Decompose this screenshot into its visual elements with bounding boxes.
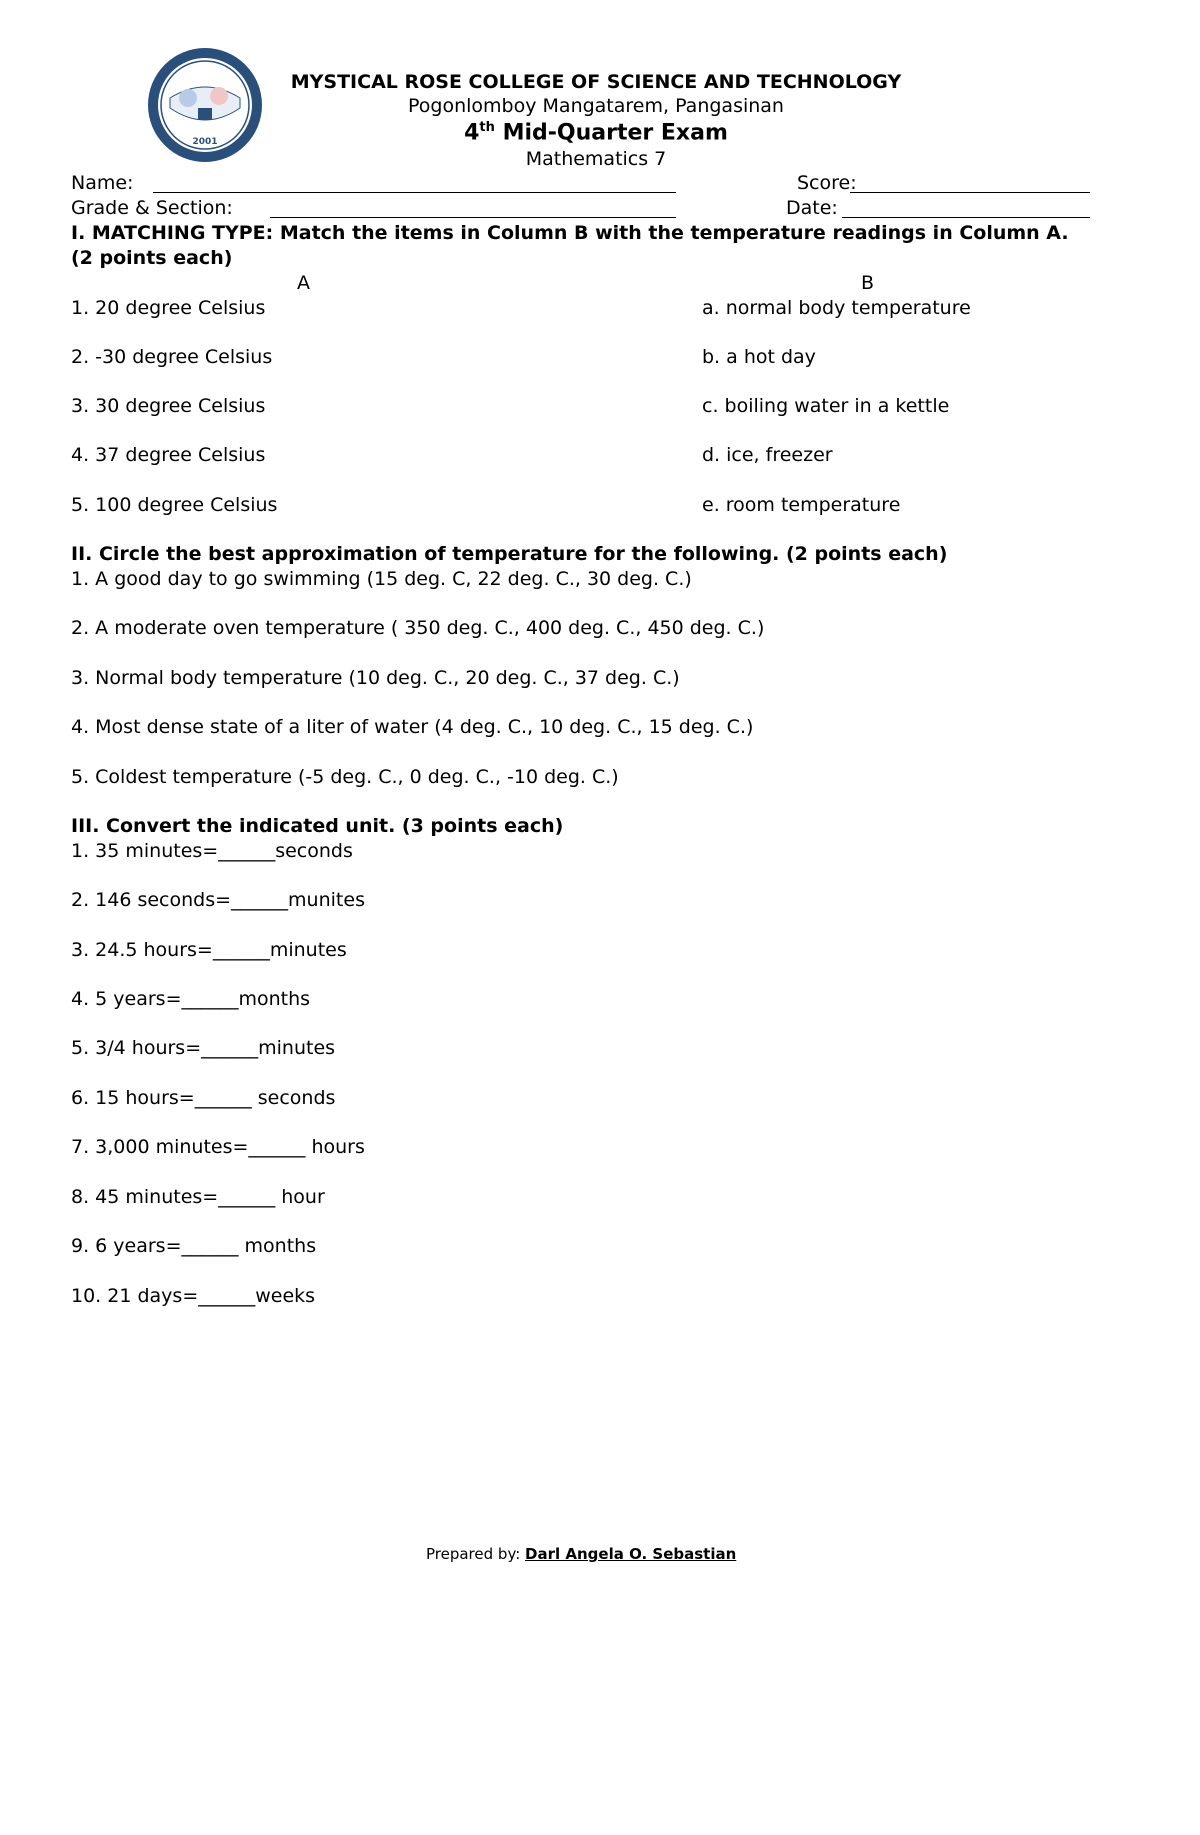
school-address: Pogonlomboy Mangatarem, Pangasinan bbox=[408, 95, 784, 117]
date-label: Date: bbox=[786, 197, 838, 219]
name-label: Name: bbox=[71, 172, 134, 194]
part2-heading: II. Circle the best approximation of temperature for the following. (2 points each) bbox=[71, 543, 948, 565]
column-a-item: 4. 37 degree Celsius bbox=[71, 444, 266, 466]
part2-item: 3. Normal body temperature (10 deg. C., 20 deg. C., 37 deg. C.) bbox=[71, 667, 680, 689]
seal-year: 2001 bbox=[192, 137, 218, 147]
column-a-item: 3. 30 degree Celsius bbox=[71, 395, 266, 417]
part3-item: 7. 3,000 minutes=______ hours bbox=[71, 1136, 365, 1158]
score-label: Score: bbox=[797, 172, 857, 194]
column-b-item: b. a hot day bbox=[702, 346, 816, 368]
part3-item: 5. 3/4 hours=______minutes bbox=[71, 1037, 336, 1059]
part3-item: 8. 45 minutes=______ hour bbox=[71, 1186, 325, 1208]
name-field-line[interactable] bbox=[153, 192, 676, 193]
part2-item: 5. Coldest temperature (-5 deg. C., 0 deg. C., -10 deg. C.) bbox=[71, 766, 619, 788]
exam-title-rest: Mid-Quarter Exam bbox=[494, 120, 728, 146]
score-field-line[interactable] bbox=[850, 192, 1090, 193]
part3-item: 2. 146 seconds=______munites bbox=[71, 889, 365, 911]
part3-item: 3. 24.5 hours=______minutes bbox=[71, 939, 347, 961]
column-a-item: 1. 20 degree Celsius bbox=[71, 297, 266, 319]
column-a-item: 2. -30 degree Celsius bbox=[71, 346, 273, 368]
column-b-item: a. normal body temperature bbox=[702, 297, 971, 319]
part3-item: 4. 5 years=______months bbox=[71, 988, 311, 1010]
subject: Mathematics 7 bbox=[525, 148, 667, 170]
grade-section-field-line[interactable] bbox=[270, 217, 676, 218]
column-b-item: d. ice, freezer bbox=[702, 444, 833, 466]
column-a-header: A bbox=[297, 272, 310, 294]
part2-item: 2. A moderate oven temperature ( 350 deg. C., 400 deg. C., 450 deg. C.) bbox=[71, 617, 765, 639]
exam-ordinal: th bbox=[479, 120, 495, 135]
exam-title bbox=[196, 120, 996, 145]
part3-item: 1. 35 minutes=______seconds bbox=[71, 840, 353, 862]
column-b-header: B bbox=[861, 272, 875, 294]
date-field-line[interactable] bbox=[842, 217, 1090, 218]
part3-heading: III. Convert the indicated unit. (3 points each) bbox=[71, 815, 564, 837]
column-b-item: c. boiling water in a kettle bbox=[702, 395, 950, 417]
school-name: MYSTICAL ROSE COLLEGE OF SCIENCE AND TECHNOLOGY bbox=[290, 71, 902, 93]
column-b-item: e. room temperature bbox=[702, 494, 901, 516]
column-a-item: 5. 100 degree Celsius bbox=[71, 494, 278, 516]
part1-points: (2 points each) bbox=[71, 247, 233, 269]
preparer-name: Darl Angela O. Sebastian bbox=[525, 1545, 737, 1563]
exam-number: 4 bbox=[464, 120, 480, 146]
part3-item: 10. 21 days=______weeks bbox=[71, 1285, 316, 1307]
part2-item: 1. A good day to go swimming (15 deg. C, 22 deg. C., 30 deg. C.) bbox=[71, 568, 692, 590]
part2-item: 4. Most dense state of a liter of water (4 deg. C., 10 deg. C., 15 deg. C.) bbox=[71, 716, 754, 738]
part3-item: 6. 15 hours=______ seconds bbox=[71, 1087, 336, 1109]
prepared-by bbox=[426, 1545, 736, 1563]
part1-heading: I. MATCHING TYPE: Match the items in Column B with the temperature readings in Column A. bbox=[71, 222, 1069, 244]
part3-item: 9. 6 years=______ months bbox=[71, 1235, 317, 1257]
grade-section-label: Grade & Section: bbox=[71, 197, 233, 219]
prepared-by-label: Prepared by: bbox=[426, 1545, 526, 1563]
